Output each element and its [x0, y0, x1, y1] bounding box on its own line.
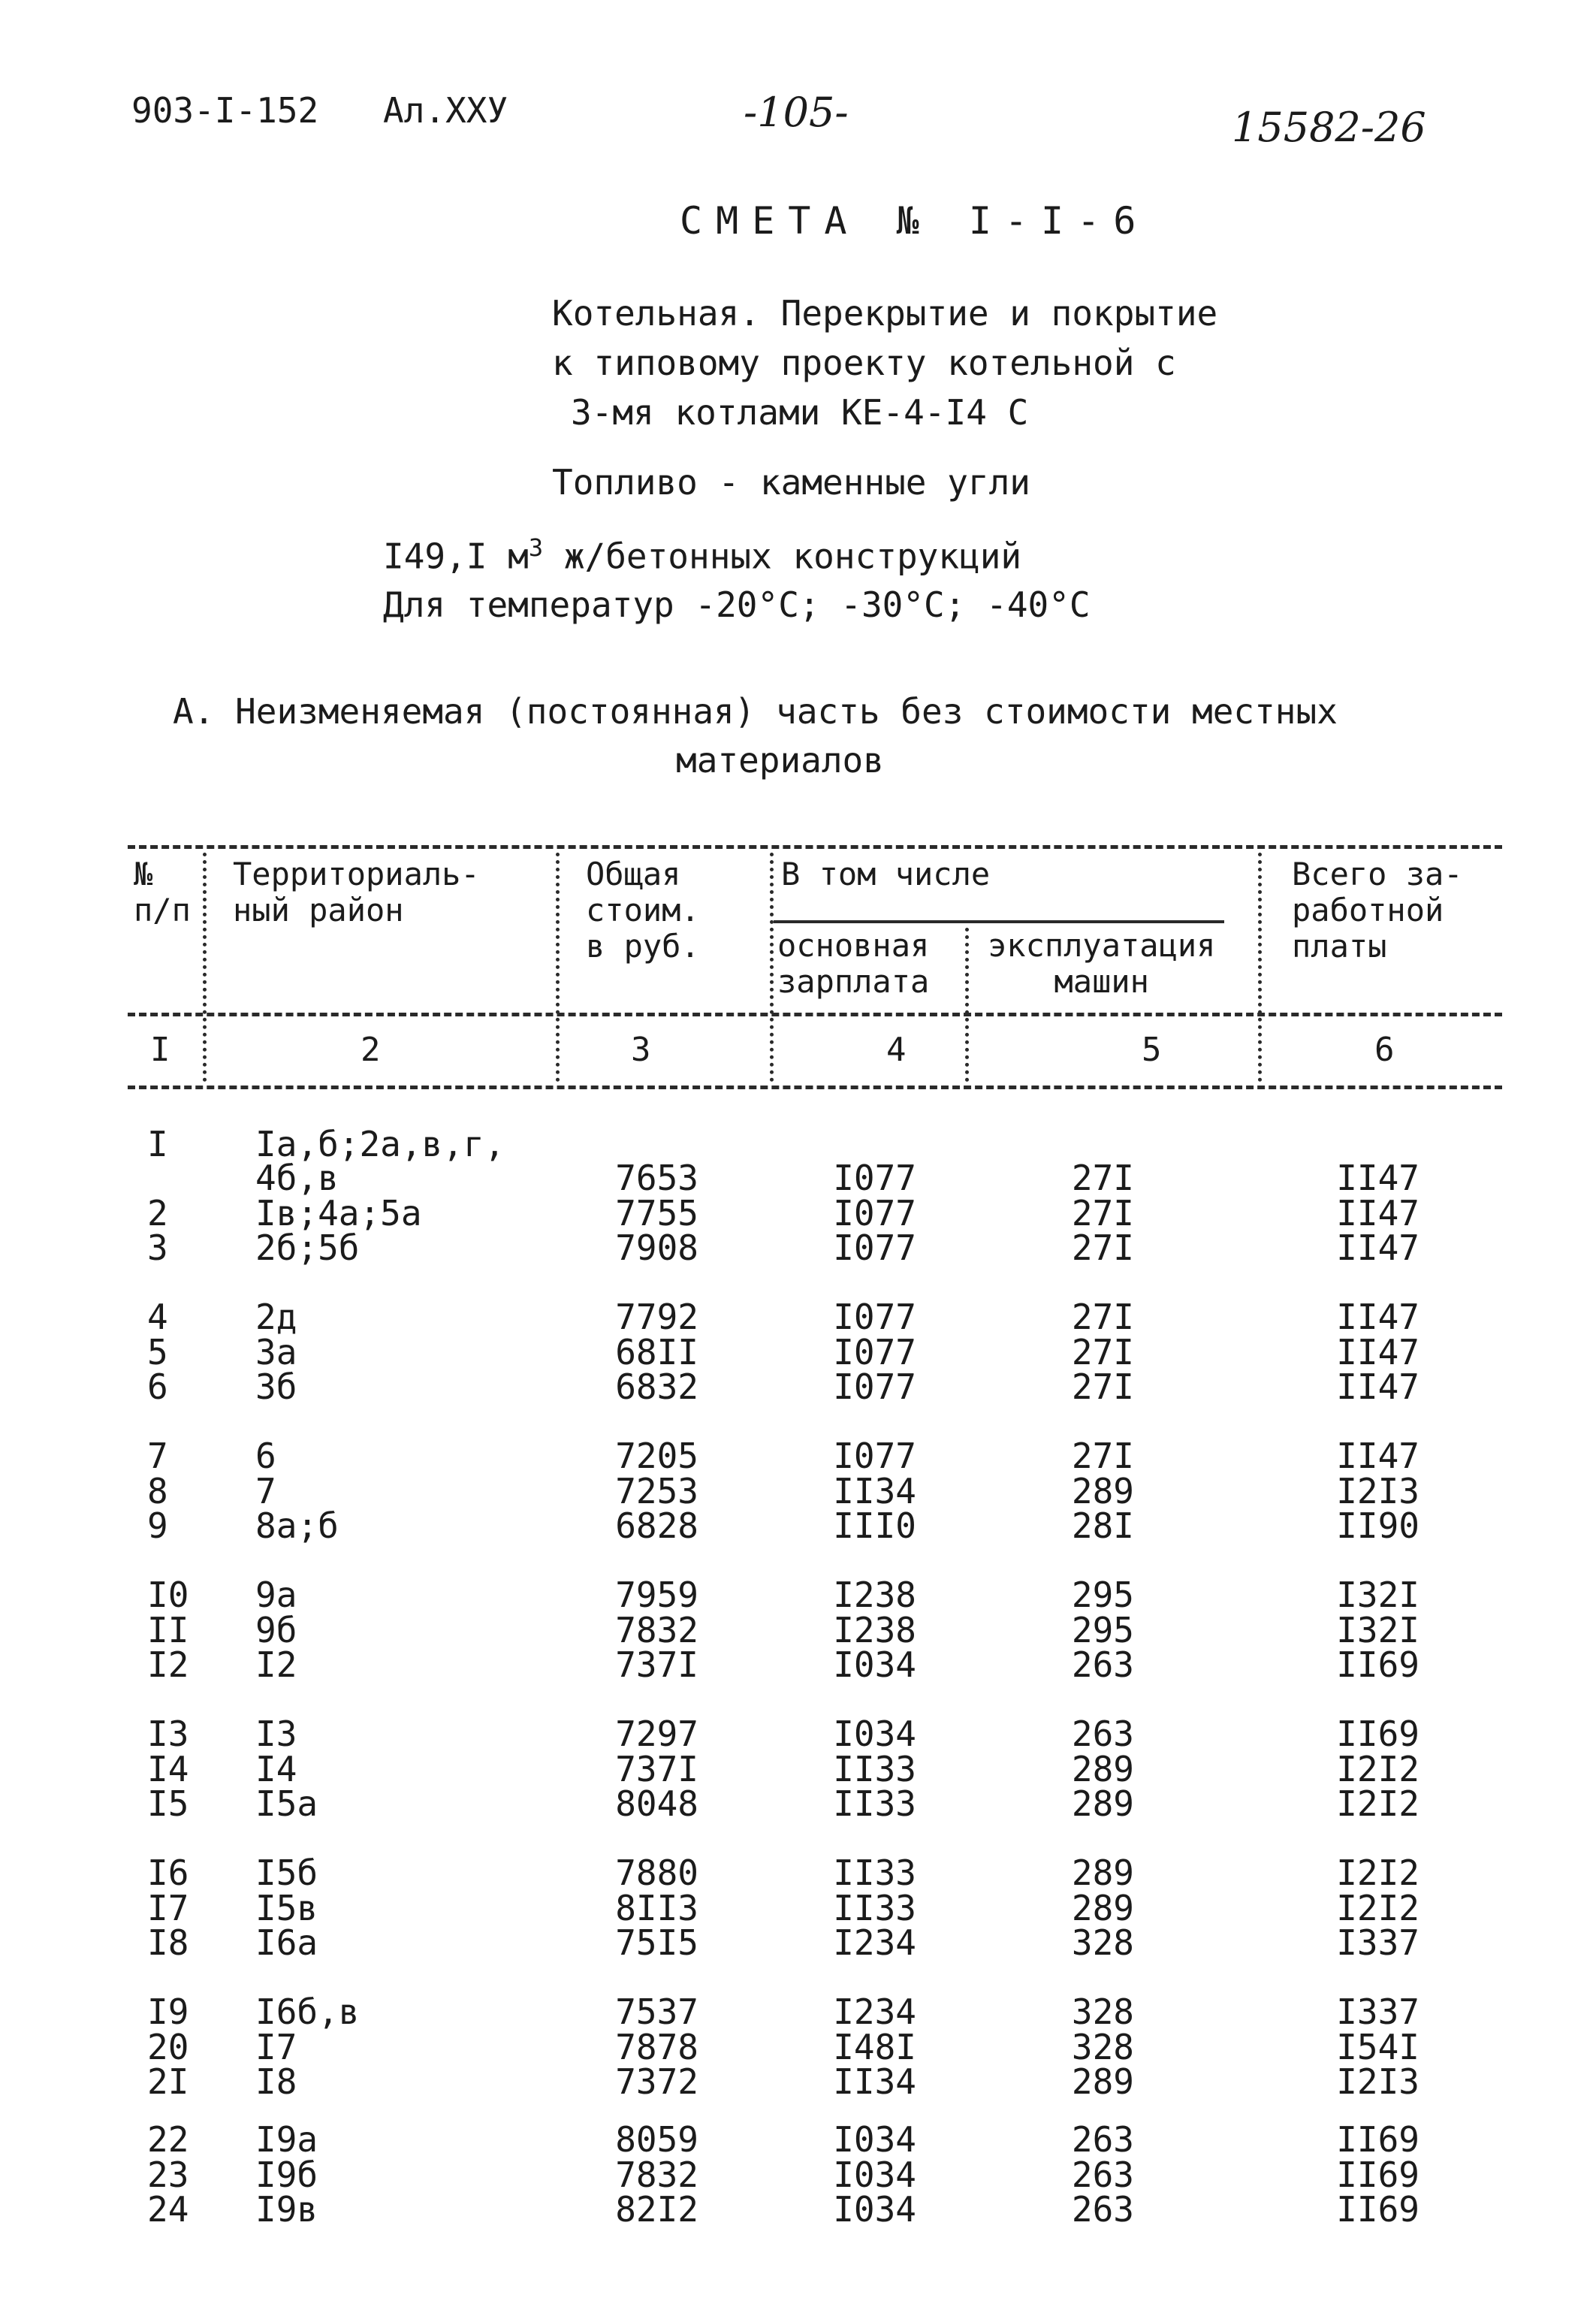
cell-region: 3а	[255, 1332, 297, 1372]
cell-wage: I034	[833, 2155, 916, 2195]
header-col3-l2: стоим.	[586, 892, 700, 929]
cell-n: 3	[147, 1227, 168, 1268]
cell-mach: 263	[1071, 2189, 1134, 2230]
cell-all: II47	[1336, 1158, 1420, 1198]
table-row	[0, 1193, 1596, 1234]
temperature-line: Для температур -20°С; -30°С; -40°С	[383, 584, 1091, 625]
cell-wage: I234	[833, 1922, 916, 1963]
header-col4	[777, 928, 929, 1000]
cell-region: Iа,б;2а,в,г,	[255, 1124, 505, 1164]
cell-total: 8059	[615, 2119, 698, 2160]
header-col4-l2: зарплата	[777, 963, 930, 1000]
cell-n: 20	[147, 2027, 189, 2067]
cell-total: 7253	[615, 1471, 698, 1511]
cell-n: I2	[147, 1644, 189, 1685]
cell-all: I337	[1336, 1991, 1420, 2032]
col-separator-3	[770, 853, 774, 1082]
cell-all: I2I2	[1336, 1749, 1420, 1789]
table-row	[0, 1783, 1596, 1824]
fuel-line: Топливо - каменные угли	[552, 462, 1030, 503]
table-row	[0, 1991, 1596, 2032]
cell-region: I8	[255, 2061, 297, 2102]
cell-n: 7	[147, 1436, 168, 1476]
document-code: 903-I-152	[131, 90, 319, 131]
header-col6	[1292, 856, 1463, 965]
cell-wage: I077	[833, 1158, 916, 1198]
cell-n: 2I	[147, 2061, 189, 2102]
cell-total: 7832	[615, 1610, 698, 1650]
cell-all: I2I3	[1336, 1471, 1420, 1511]
cell-mach: 328	[1071, 1991, 1134, 2032]
table-row	[0, 1853, 1596, 1893]
cell-mach: 295	[1071, 1575, 1134, 1615]
cell-total: 82I2	[615, 2189, 698, 2230]
cell-total: 7792	[615, 1297, 698, 1337]
header-col1-l1: №	[134, 856, 153, 892]
cell-wage: I234	[833, 1991, 916, 2032]
table-row	[0, 1227, 1596, 1268]
cell-region: 2б;5б	[255, 1227, 360, 1268]
cell-mach: 295	[1071, 1610, 1134, 1650]
cell-mach: 27I	[1071, 1193, 1134, 1234]
cell-all: II47	[1336, 1227, 1420, 1268]
cell-mach: 27I	[1071, 1436, 1134, 1476]
cell-wage: I238	[833, 1575, 916, 1615]
cell-wage: I034	[833, 2189, 916, 2230]
cell-region: 2д	[255, 1297, 297, 1337]
cell-total: 7653	[615, 1158, 698, 1198]
cell-region: I5в	[255, 1888, 318, 1928]
cell-region: 9а	[255, 1575, 297, 1615]
cell-total: 68II	[615, 1332, 698, 1372]
table-row	[0, 1610, 1596, 1650]
header-col4-l1: основная	[777, 927, 930, 964]
cell-total: 7880	[615, 1853, 698, 1893]
cell-n: 9	[147, 1505, 168, 1546]
subtitle-line-3: 3-мя котлами КЕ-4-I4 С	[571, 392, 1029, 433]
cell-wage: I034	[833, 2119, 916, 2160]
cell-wage: I077	[833, 1332, 916, 1372]
colnum-3: 3	[631, 1031, 651, 1069]
cell-total: 7755	[615, 1193, 698, 1234]
cell-n: I7	[147, 1888, 189, 1928]
cell-region: I9б	[255, 2155, 318, 2195]
cell-wage: II33	[833, 1783, 916, 1824]
cell-all: II69	[1336, 2119, 1420, 2160]
header-col1	[134, 856, 191, 929]
header-col2-l1: Территориаль-	[233, 856, 480, 892]
cell-n: 8	[147, 1471, 168, 1511]
cell-n: I0	[147, 1575, 189, 1615]
table-row	[0, 1124, 1596, 1164]
cell-all: I2I2	[1336, 1888, 1420, 1928]
cell-region: I5б	[255, 1853, 318, 1893]
cell-n: 5	[147, 1332, 168, 1372]
volume-suffix: ж/бетонных конструкций	[543, 536, 1022, 577]
page-number: -105-	[744, 89, 849, 136]
cell-region: 8а;б	[255, 1505, 339, 1546]
cell-region: Iв;4а;5а	[255, 1193, 422, 1234]
volume-prefix: I49,I м	[383, 536, 529, 577]
cell-region: I3	[255, 1714, 297, 1754]
cell-mach: 289	[1071, 1471, 1134, 1511]
header-col6-l2: работной	[1292, 892, 1444, 929]
group-underline	[774, 920, 1224, 923]
cell-mach: 289	[1071, 2061, 1134, 2102]
cell-wage: I077	[833, 1227, 916, 1268]
cell-all: I2I3	[1336, 2061, 1420, 2102]
colnum-6: 6	[1374, 1031, 1395, 1069]
cell-n: I9	[147, 1991, 189, 2032]
cell-region: 3б	[255, 1366, 297, 1407]
album-number: Ал.XXУ	[383, 90, 508, 131]
table-row	[0, 1158, 1596, 1198]
cell-all: I54I	[1336, 2027, 1420, 2067]
header-col2-l2: ный район	[233, 892, 404, 929]
cell-all: I337	[1336, 1922, 1420, 1963]
cell-total: 6828	[615, 1505, 698, 1546]
doc-number: 15582-26	[1232, 104, 1426, 151]
cell-wage: I034	[833, 1644, 916, 1685]
header-col3	[586, 856, 700, 965]
cell-wage: I077	[833, 1297, 916, 1337]
cell-mach: 27I	[1071, 1297, 1134, 1337]
cell-n: I5	[147, 1783, 189, 1824]
table-row	[0, 1471, 1596, 1511]
cell-all: II90	[1336, 1505, 1420, 1546]
cell-total: 6832	[615, 1366, 698, 1407]
table-row	[0, 1888, 1596, 1928]
cell-mach: 263	[1071, 2155, 1134, 2195]
cell-wage: I077	[833, 1193, 916, 1234]
volume-line	[383, 533, 1021, 576]
cell-mach: 328	[1071, 1922, 1134, 1963]
table-row	[0, 1436, 1596, 1476]
header-group: В том числе	[781, 856, 991, 892]
table-row	[0, 1297, 1596, 1337]
cell-region: I4	[255, 1749, 297, 1789]
table-row	[0, 2119, 1596, 2160]
table-row	[0, 1644, 1596, 1685]
cell-wage: I077	[833, 1436, 916, 1476]
table-top-rule	[128, 845, 1502, 849]
table-row	[0, 1922, 1596, 1963]
cell-all: II47	[1336, 1193, 1420, 1234]
cell-mach: 27I	[1071, 1332, 1134, 1372]
cell-all: II69	[1336, 1644, 1420, 1685]
cell-total: 737I	[615, 1644, 698, 1685]
cell-total: 737I	[615, 1749, 698, 1789]
colnum-bottom-rule	[128, 1086, 1502, 1089]
cell-total: 8048	[615, 1783, 698, 1824]
cell-n: 6	[147, 1366, 168, 1407]
cell-total: 7959	[615, 1575, 698, 1615]
colnum-2: 2	[361, 1031, 381, 1069]
cell-all: II47	[1336, 1436, 1420, 1476]
cell-mach: 27I	[1071, 1366, 1134, 1407]
header-col5-l1: эксплуатация	[988, 927, 1216, 964]
cell-wage: III0	[833, 1505, 916, 1546]
cell-region: 4б,в	[255, 1158, 339, 1198]
colnum-1: I	[150, 1031, 170, 1069]
cell-all: I2I2	[1336, 1783, 1420, 1824]
cell-total: 7537	[615, 1991, 698, 2032]
header-col6-l1: Всего за-	[1292, 856, 1463, 892]
cell-wage: I034	[833, 1714, 916, 1754]
header-col2	[233, 856, 480, 929]
colnum-4: 4	[886, 1031, 907, 1069]
table-row	[0, 1575, 1596, 1615]
cell-n: 23	[147, 2155, 189, 2195]
cell-total: 7205	[615, 1436, 698, 1476]
header-col1-l2: п/п	[134, 892, 191, 929]
cell-all: I32I	[1336, 1575, 1420, 1615]
col-separator-5	[1258, 853, 1262, 1082]
col-separator-1	[203, 853, 207, 1082]
colnum-5: 5	[1142, 1031, 1162, 1069]
cell-mach: 263	[1071, 2119, 1134, 2160]
section-heading-line-1: А. Неизменяемая (постоянная) часть без стоимости местных	[173, 691, 1338, 732]
cell-mach: 328	[1071, 2027, 1134, 2067]
cell-region: I2	[255, 1644, 297, 1685]
section-heading-line-2: материалов	[676, 740, 884, 781]
header-col6-l3: платы	[1292, 928, 1387, 965]
cell-region: I9а	[255, 2119, 318, 2160]
cell-all: II69	[1336, 2155, 1420, 2195]
cell-n: 24	[147, 2189, 189, 2230]
cell-total: 75I5	[615, 1922, 698, 1963]
cell-all: I2I2	[1336, 1853, 1420, 1893]
table-row	[0, 2155, 1596, 2195]
cell-n: II	[147, 1610, 189, 1650]
cell-total: 7297	[615, 1714, 698, 1754]
cell-total: 7878	[615, 2027, 698, 2067]
cell-all: II47	[1336, 1366, 1420, 1407]
cell-all: II69	[1336, 1714, 1420, 1754]
table-row	[0, 1749, 1596, 1789]
cell-n: 4	[147, 1297, 168, 1337]
cell-wage: II33	[833, 1888, 916, 1928]
cell-region: 9б	[255, 1610, 297, 1650]
subtitle-line-1: Котельная. Перекрытие и покрытие	[552, 293, 1218, 334]
cell-all: II69	[1336, 2189, 1420, 2230]
cell-wage: II34	[833, 2061, 916, 2102]
cell-mach: 289	[1071, 1888, 1134, 1928]
cell-mach: 27I	[1071, 1227, 1134, 1268]
volume-unit-sup: 3	[528, 533, 544, 562]
header-bottom-rule	[128, 1013, 1502, 1016]
cell-all: II47	[1336, 1332, 1420, 1372]
cell-mach: 263	[1071, 1644, 1134, 1685]
header-col5-l2: машин	[1054, 963, 1149, 1000]
cell-region: I9в	[255, 2189, 318, 2230]
cell-mach: 289	[1071, 1783, 1134, 1824]
table-row	[0, 2189, 1596, 2230]
table-row	[0, 2027, 1596, 2067]
cell-region: I7	[255, 2027, 297, 2067]
cell-total: 7372	[615, 2061, 698, 2102]
col-separator-4	[965, 928, 969, 1082]
header-col3-l3: в руб.	[586, 928, 700, 965]
cell-total: 8II3	[615, 1888, 698, 1928]
cell-wage: I077	[833, 1366, 916, 1407]
cell-wage: I48I	[833, 2027, 916, 2067]
table-row	[0, 1505, 1596, 1546]
cell-region: I5а	[255, 1783, 318, 1824]
cell-n: I8	[147, 1922, 189, 1963]
cell-n: 2	[147, 1193, 168, 1234]
cell-region: 6	[255, 1436, 276, 1476]
cell-region: 7	[255, 1471, 276, 1511]
cell-wage: I238	[833, 1610, 916, 1650]
cell-n: I4	[147, 1749, 189, 1789]
table-row	[0, 2061, 1596, 2102]
table-row	[0, 1366, 1596, 1407]
cell-mach: 263	[1071, 1714, 1134, 1754]
cell-n: I	[147, 1124, 168, 1164]
table-row	[0, 1714, 1596, 1754]
cell-mach: 289	[1071, 1853, 1134, 1893]
cell-mach: 27I	[1071, 1158, 1134, 1198]
cell-total: 7832	[615, 2155, 698, 2195]
cell-n: I6	[147, 1853, 189, 1893]
subtitle-line-2: к типовому проекту котельной с	[552, 343, 1176, 383]
header-col3-l1: Общая	[586, 856, 681, 892]
cell-mach: 28I	[1071, 1505, 1134, 1546]
cell-total: 7908	[615, 1227, 698, 1268]
cell-region: I6б,в	[255, 1991, 360, 2032]
header-col5	[988, 928, 1215, 1000]
cell-region: I6а	[255, 1922, 318, 1963]
col-separator-2	[556, 853, 560, 1082]
cell-all: II47	[1336, 1297, 1420, 1337]
table-row	[0, 1332, 1596, 1372]
cell-wage: II34	[833, 1471, 916, 1511]
cell-n: I3	[147, 1714, 189, 1754]
cell-n: 22	[147, 2119, 189, 2160]
cell-mach: 289	[1071, 1749, 1134, 1789]
cell-wage: II33	[833, 1853, 916, 1893]
cell-wage: II33	[833, 1749, 916, 1789]
page-title: СМЕТА № I-I-6	[680, 199, 1150, 243]
cell-all: I32I	[1336, 1610, 1420, 1650]
